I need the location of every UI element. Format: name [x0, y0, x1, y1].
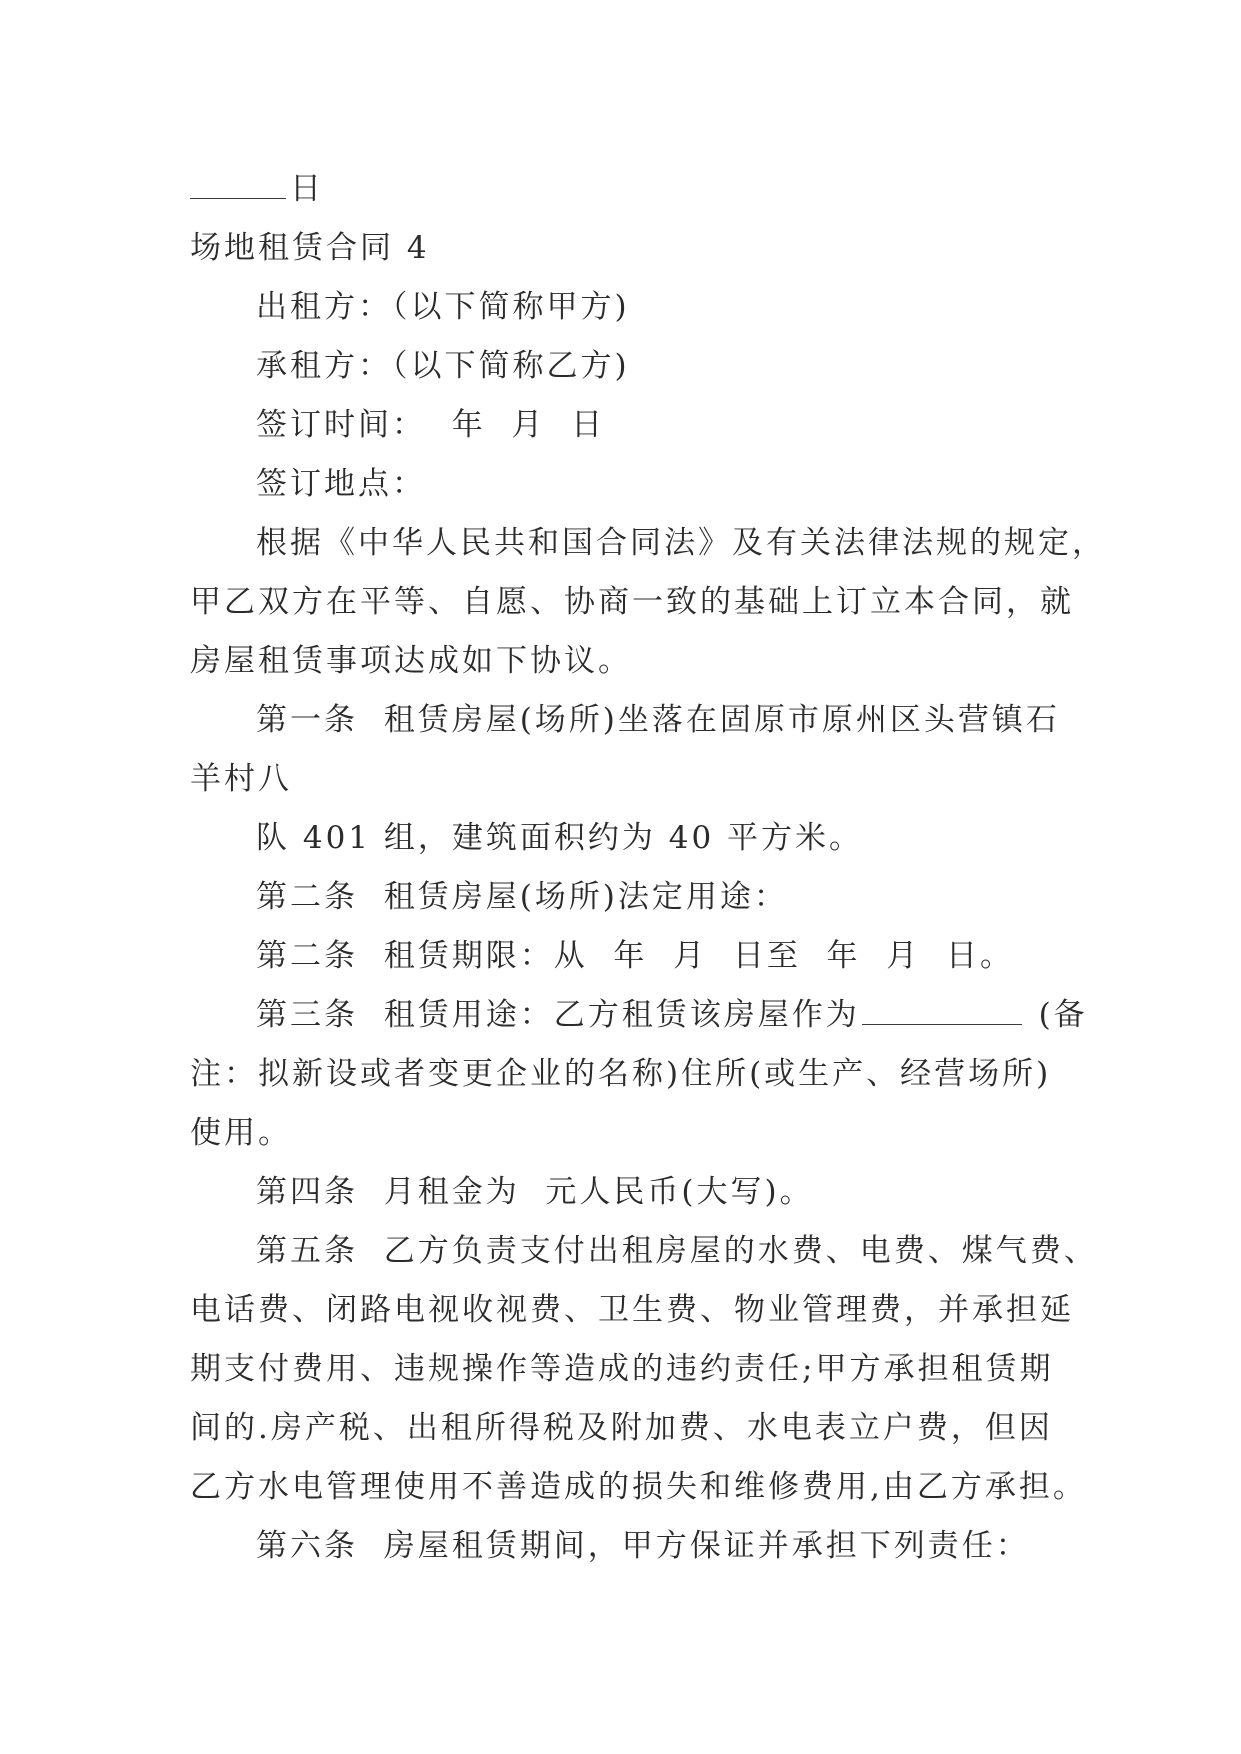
article-5-line: 第五条 乙方负责支付出租房屋的水费、电费、煤气费、: [256, 1233, 1098, 1269]
article-3-line: 注：拟新设或者变更企业的名称)住所(或生产、经营场所): [190, 1056, 1052, 1092]
article-5-line: 间的.房产税、出租所得税及附加费、水电表立户费，但因: [190, 1410, 1053, 1446]
fill-blank: [190, 164, 286, 199]
intro-line: 甲乙双方在平等、自愿、协商一致的基础上订立本合同，就: [190, 584, 1074, 620]
fill-blank: [862, 990, 1022, 1025]
article-2-usage: 第二条 租赁房屋(场所)法定用途：: [256, 879, 788, 915]
article-3-line: [190, 986, 1088, 1045]
article-1-line: 第一条 租赁房屋(场所)坐落在固原市原州区头营镇石: [256, 702, 1060, 738]
lessee-line: 承租方：（以下简称乙方): [256, 348, 630, 384]
date-suffix: 日: [290, 171, 324, 207]
article-4-line: 第四条 月租金为 元人民币(大写)。: [256, 1174, 814, 1210]
document-body: [190, 160, 1106, 1576]
article-1-continuation: 队 401 组，建筑面积约为 40 平方米。: [256, 820, 864, 856]
intro-line: 根据《中华人民共和国合同法》及有关法律法规的规定，: [256, 525, 1106, 561]
sign-place-line: 签订地点：: [256, 466, 426, 502]
article-2-term: 第二条 租赁期限：从 年 月 日至 年 月 日。: [256, 938, 1014, 974]
intro-line: 房屋租赁事项达成如下协议。: [190, 643, 632, 679]
document-title: 场地租赁合同 4: [190, 230, 430, 266]
date-line: [190, 160, 1050, 219]
article-3-note: (备: [1025, 997, 1088, 1033]
article-3-text: 第三条 租赁用途：乙方租赁该房屋作为: [256, 997, 860, 1033]
article-5-line: 电话费、闭路电视收视费、卫生费、物业管理费，并承担延: [190, 1292, 1074, 1328]
article-5-line: 期支付费用、违规操作等造成的违约责任;甲方承担租赁期: [190, 1351, 1054, 1387]
article-1-line: 羊村八: [190, 761, 292, 797]
article-6-line: 第六条 房屋租赁期间，甲方保证并承担下列责任：: [256, 1528, 1030, 1564]
article-5-line: 乙方水电管理使用不善造成的损失和维修费用,由乙方承担。: [190, 1469, 1087, 1505]
sign-time-line: 签订时间： 年 月 日: [256, 407, 606, 443]
lessor-line: 出租方：（以下简称甲方): [256, 289, 630, 325]
article-3-line: 使用。: [190, 1115, 292, 1151]
